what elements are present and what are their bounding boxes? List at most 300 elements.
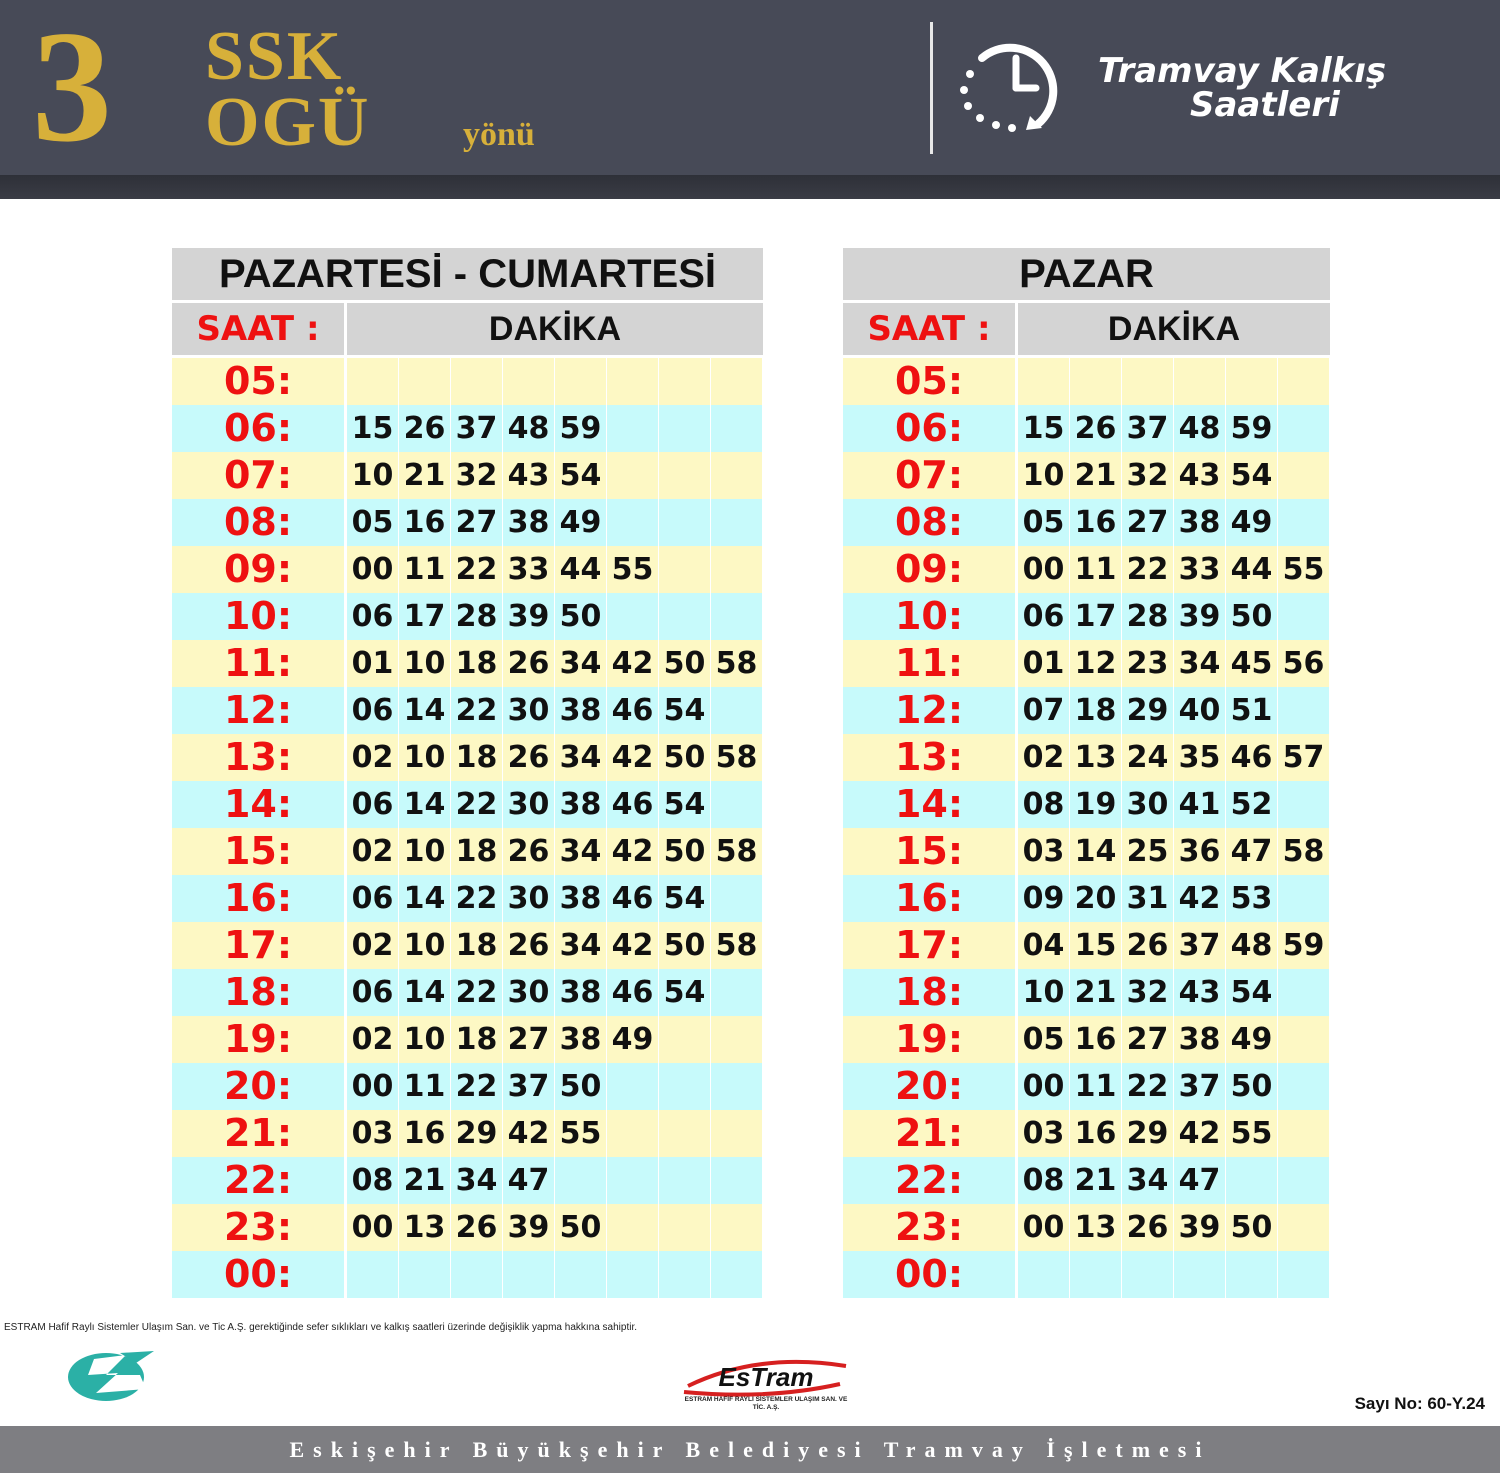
minute-cell (1018, 358, 1070, 405)
minute-cell: 43 (1174, 452, 1226, 499)
hour-cell: 22: (172, 1157, 347, 1204)
minute-cell: 15 (347, 405, 399, 452)
minute-cell: 50 (555, 1063, 607, 1110)
minute-cell: 44 (555, 546, 607, 593)
minute-cell: 02 (347, 828, 399, 875)
minute-cell: 00 (347, 546, 399, 593)
minute-cell (1278, 358, 1330, 405)
route-origin: SSK (205, 18, 344, 95)
minute-cell: 39 (503, 593, 555, 640)
minute-cell: 10 (1018, 452, 1070, 499)
minutes-cells (347, 1016, 763, 1063)
minutes-cells (347, 1157, 763, 1204)
minute-cell (399, 1251, 451, 1298)
minute-cell (1278, 1204, 1330, 1251)
minute-cell (711, 452, 763, 499)
hour-cell: 08: (172, 499, 347, 546)
hour-cell: 20: (843, 1063, 1018, 1110)
minute-cell: 05 (1018, 1016, 1070, 1063)
minute-cell: 02 (347, 1016, 399, 1063)
minute-cell: 40 (1174, 687, 1226, 734)
table-row (172, 687, 763, 734)
minute-cell (659, 1016, 711, 1063)
minute-cell: 08 (1018, 781, 1070, 828)
minute-cell: 46 (607, 875, 659, 922)
minute-cell: 37 (1174, 922, 1226, 969)
minutes-cells (1018, 358, 1330, 405)
minute-cell: 21 (399, 452, 451, 499)
minute-cell: 02 (1018, 734, 1070, 781)
minute-cell: 34 (555, 828, 607, 875)
table-row (172, 734, 763, 781)
minute-cell: 50 (1226, 593, 1278, 640)
table-body (843, 358, 1330, 1298)
table-title: PAZARTESİ - CUMARTESİ (172, 248, 763, 303)
minute-cell (399, 358, 451, 405)
minute-cell (555, 1251, 607, 1298)
table-row (172, 969, 763, 1016)
minute-cell (1278, 1157, 1330, 1204)
minute-cell: 01 (347, 640, 399, 687)
minute-cell: 47 (503, 1157, 555, 1204)
minute-cell (607, 593, 659, 640)
estram-subtitle: ESTRAM HAFİF RAYLI SİSTEMLER ULAŞIM SAN. VE TİC. A.Ş. (684, 1396, 848, 1411)
minute-cell: 08 (1018, 1157, 1070, 1204)
hour-cell: 20: (172, 1063, 347, 1110)
minute-cell: 30 (503, 969, 555, 1016)
minute-cell: 09 (1018, 875, 1070, 922)
minute-cell (1278, 405, 1330, 452)
minute-cell: 18 (451, 640, 503, 687)
minute-cell (1174, 358, 1226, 405)
minute-cell: 50 (659, 734, 711, 781)
minute-cell: 10 (399, 922, 451, 969)
hour-column-header: SAAT : (172, 303, 347, 355)
minute-cell: 42 (607, 828, 659, 875)
minute-cell: 39 (503, 1204, 555, 1251)
minutes-cells (1018, 1110, 1330, 1157)
minutes-cells (347, 640, 763, 687)
minute-cell (1226, 1157, 1278, 1204)
minute-cell: 41 (1174, 781, 1226, 828)
route-direction: yönü (463, 116, 535, 153)
table-row (172, 1251, 763, 1298)
minute-cell: 13 (1070, 734, 1122, 781)
table-body (172, 358, 763, 1298)
table-row (843, 687, 1330, 734)
minute-cell: 29 (1122, 1110, 1174, 1157)
minutes-cells (347, 922, 763, 969)
minute-cell (711, 546, 763, 593)
minutes-cells (1018, 452, 1330, 499)
title-line2: Saatleri (1190, 85, 1340, 125)
table-row (843, 1251, 1330, 1298)
minutes-cells (347, 1063, 763, 1110)
minute-cell: 50 (659, 828, 711, 875)
minute-cell: 34 (555, 734, 607, 781)
minute-cell: 56 (1278, 640, 1330, 687)
minute-cell: 26 (1070, 405, 1122, 452)
minute-cell (711, 405, 763, 452)
minute-cell (711, 1251, 763, 1298)
minute-cell (711, 499, 763, 546)
minute-cell: 58 (711, 640, 763, 687)
minute-cell: 50 (659, 922, 711, 969)
minute-cell (659, 1204, 711, 1251)
minute-cell: 34 (1174, 640, 1226, 687)
minute-cell: 37 (451, 405, 503, 452)
minute-cell: 22 (451, 875, 503, 922)
minute-cell: 18 (451, 734, 503, 781)
minute-cell: 26 (1122, 1204, 1174, 1251)
minute-cell: 42 (1174, 875, 1226, 922)
minute-cell (1174, 1251, 1226, 1298)
minute-cell (347, 358, 399, 405)
minute-cell: 39 (1174, 1204, 1226, 1251)
minute-cell: 06 (347, 687, 399, 734)
minute-cell: 44 (1226, 546, 1278, 593)
table-row (843, 593, 1330, 640)
minute-cell (1278, 1110, 1330, 1157)
minutes-cells (1018, 1251, 1330, 1298)
table-header-row (843, 303, 1330, 358)
hour-cell: 06: (172, 405, 347, 452)
table-row (843, 1016, 1330, 1063)
minute-cell: 16 (1070, 1016, 1122, 1063)
table-row (172, 828, 763, 875)
minute-cell: 06 (1018, 593, 1070, 640)
minute-cell: 22 (451, 969, 503, 1016)
table-row (843, 1157, 1330, 1204)
hour-cell: 13: (172, 734, 347, 781)
minute-cell: 54 (659, 969, 711, 1016)
minute-cell (711, 875, 763, 922)
minute-cell (503, 358, 555, 405)
hour-cell: 11: (843, 640, 1018, 687)
minute-cell (711, 593, 763, 640)
minute-cell (607, 1251, 659, 1298)
minutes-cells (1018, 1063, 1330, 1110)
minute-cell: 06 (347, 969, 399, 1016)
minute-cell: 50 (555, 1204, 607, 1251)
hour-cell: 15: (843, 828, 1018, 875)
minute-cell: 00 (1018, 1063, 1070, 1110)
minute-cell: 20 (1070, 875, 1122, 922)
minutes-cells (1018, 969, 1330, 1016)
minute-cell (711, 1110, 763, 1157)
table-row (172, 781, 763, 828)
hour-cell: 17: (843, 922, 1018, 969)
minute-cell (1122, 1251, 1174, 1298)
minute-cell: 46 (607, 781, 659, 828)
minute-cell: 48 (1226, 922, 1278, 969)
minute-cell (659, 405, 711, 452)
minute-cell: 00 (347, 1204, 399, 1251)
minute-cell: 14 (399, 875, 451, 922)
title-line1: Tramvay Kalkış (1098, 51, 1387, 91)
minute-cell: 38 (503, 499, 555, 546)
minute-cell (503, 1251, 555, 1298)
minute-cell: 00 (347, 1063, 399, 1110)
minute-cell: 46 (607, 969, 659, 1016)
minute-cell: 38 (555, 875, 607, 922)
route-destination: OGÜ (205, 84, 371, 161)
hour-cell: 05: (843, 358, 1018, 405)
minute-cell: 58 (711, 734, 763, 781)
minute-cell: 06 (347, 781, 399, 828)
minute-cell: 49 (555, 499, 607, 546)
minutes-cells (347, 1110, 763, 1157)
minutes-cells (347, 546, 763, 593)
hour-cell: 07: (172, 452, 347, 499)
minute-cell (711, 358, 763, 405)
minute-cell (607, 1110, 659, 1157)
minute-cell: 30 (1122, 781, 1174, 828)
minute-cell: 48 (1174, 405, 1226, 452)
minute-cell (555, 358, 607, 405)
minute-cell: 54 (659, 687, 711, 734)
minute-cell: 13 (1070, 1204, 1122, 1251)
header-shadow (0, 175, 1500, 199)
minute-cell: 22 (451, 687, 503, 734)
minute-cell: 55 (1278, 546, 1330, 593)
minute-cell (659, 1110, 711, 1157)
table-row (172, 452, 763, 499)
minutes-cells (347, 452, 763, 499)
minute-cell: 54 (1226, 452, 1278, 499)
minute-cell: 10 (399, 1016, 451, 1063)
minute-cell: 28 (451, 593, 503, 640)
minute-cell: 38 (555, 1016, 607, 1063)
minute-cell: 34 (1122, 1157, 1174, 1204)
minute-cell: 22 (451, 1063, 503, 1110)
table-row (843, 875, 1330, 922)
minute-cell: 21 (399, 1157, 451, 1204)
hour-cell: 17: (172, 922, 347, 969)
minutes-cells (1018, 687, 1330, 734)
hour-cell: 10: (172, 593, 347, 640)
table-row (843, 1110, 1330, 1157)
minute-cell (1070, 1251, 1122, 1298)
minute-cell: 46 (1226, 734, 1278, 781)
minutes-cells (1018, 1157, 1330, 1204)
minute-cell: 29 (1122, 687, 1174, 734)
table-row (172, 499, 763, 546)
hour-cell: 07: (843, 452, 1018, 499)
minute-cell (607, 452, 659, 499)
minute-cell: 34 (555, 922, 607, 969)
minute-cell: 21 (1070, 452, 1122, 499)
minute-cell: 26 (399, 405, 451, 452)
minute-cell: 19 (1070, 781, 1122, 828)
minute-cell: 03 (1018, 1110, 1070, 1157)
minute-cell: 14 (1070, 828, 1122, 875)
minutes-cells (347, 593, 763, 640)
minute-cell: 54 (1226, 969, 1278, 1016)
minute-cell: 54 (659, 875, 711, 922)
minute-cell: 22 (451, 781, 503, 828)
minute-cell: 55 (1226, 1110, 1278, 1157)
minute-cell (711, 1016, 763, 1063)
hour-cell: 18: (843, 969, 1018, 1016)
minute-cell (659, 1063, 711, 1110)
header-banner (0, 0, 1500, 175)
minute-cell (659, 593, 711, 640)
table-row (172, 358, 763, 405)
minute-cell: 16 (1070, 499, 1122, 546)
minute-cell: 46 (607, 687, 659, 734)
minute-cell: 22 (451, 546, 503, 593)
hour-cell: 08: (843, 499, 1018, 546)
minute-cell: 59 (1278, 922, 1330, 969)
table-header-row (172, 303, 763, 358)
minute-cell: 37 (1174, 1063, 1226, 1110)
table-row (843, 546, 1330, 593)
minute-cell: 52 (1226, 781, 1278, 828)
minute-cell: 34 (451, 1157, 503, 1204)
minute-cell: 02 (347, 922, 399, 969)
estram-logo-text: EsTram (718, 1362, 814, 1392)
table-row (172, 640, 763, 687)
minutes-cells (1018, 1016, 1330, 1063)
hour-cell: 19: (843, 1016, 1018, 1063)
minute-cell: 14 (399, 969, 451, 1016)
table-row (172, 1204, 763, 1251)
table-row (172, 405, 763, 452)
table-row (172, 1157, 763, 1204)
minute-cell: 47 (1174, 1157, 1226, 1204)
minute-cell: 54 (659, 781, 711, 828)
hour-cell: 06: (843, 405, 1018, 452)
minute-cell: 38 (1174, 1016, 1226, 1063)
hour-cell: 14: (172, 781, 347, 828)
minutes-cells (347, 687, 763, 734)
minute-cell: 50 (555, 593, 607, 640)
minute-cell (1278, 1063, 1330, 1110)
hour-cell: 11: (172, 640, 347, 687)
minute-cell (1018, 1251, 1070, 1298)
minute-cell: 49 (607, 1016, 659, 1063)
minute-cell: 42 (1174, 1110, 1226, 1157)
minute-cell: 14 (399, 781, 451, 828)
minute-cell: 48 (503, 405, 555, 452)
minute-cell (607, 499, 659, 546)
minutes-cells (347, 1204, 763, 1251)
minute-cell (607, 1157, 659, 1204)
minute-cell: 47 (1226, 828, 1278, 875)
minute-cell (711, 1063, 763, 1110)
minute-cell (555, 1157, 607, 1204)
minute-cell: 31 (1122, 875, 1174, 922)
header-divider (930, 22, 933, 154)
minute-cell: 17 (1070, 593, 1122, 640)
hour-cell: 12: (843, 687, 1018, 734)
table-row (843, 1204, 1330, 1251)
minutes-cells (347, 781, 763, 828)
table-row (843, 452, 1330, 499)
minute-cell: 30 (503, 687, 555, 734)
minute-cell: 38 (555, 687, 607, 734)
table-row (843, 734, 1330, 781)
minute-cell: 37 (1122, 405, 1174, 452)
minute-cell: 05 (1018, 499, 1070, 546)
minute-cell: 42 (503, 1110, 555, 1157)
minute-cell: 27 (503, 1016, 555, 1063)
minute-cell: 30 (503, 875, 555, 922)
minute-cell (659, 499, 711, 546)
hour-cell: 09: (172, 546, 347, 593)
minutes-cells (347, 1251, 763, 1298)
minute-cell: 01 (1018, 640, 1070, 687)
minute-cell: 18 (1070, 687, 1122, 734)
minute-cell (607, 1063, 659, 1110)
minute-cell: 12 (1070, 640, 1122, 687)
minute-cell: 42 (607, 922, 659, 969)
minute-cell (1278, 1016, 1330, 1063)
bottom-bar-text: Eskişehir Büyükşehir Belediyesi Tramvay İşletmesi (289, 1437, 1211, 1462)
hour-cell: 15: (172, 828, 347, 875)
disclaimer-text: ESTRAM Hafif Raylı Sistemler Ulaşım San. ve Tic A.Ş. gerektiğinde sefer sıklıkları ve kalkış saatleri üzerinde değişiklik yapma hakkına sahiptir. (4, 1322, 638, 1333)
minute-cell (1070, 358, 1122, 405)
minute-cell: 29 (451, 1110, 503, 1157)
minute-cell: 38 (555, 781, 607, 828)
table-row (172, 1110, 763, 1157)
table-row (843, 1063, 1330, 1110)
minute-cell: 49 (1226, 499, 1278, 546)
minutes-cells (1018, 734, 1330, 781)
hour-cell: 21: (172, 1110, 347, 1157)
issue-number: Sayı No: 60-Y.24 (1354, 1394, 1485, 1413)
minutes-cells (347, 828, 763, 875)
hour-cell: 10: (843, 593, 1018, 640)
minute-cell: 38 (1174, 499, 1226, 546)
minute-cell: 06 (347, 593, 399, 640)
minute-cell: 33 (503, 546, 555, 593)
minute-cell (1226, 1251, 1278, 1298)
minute-cell (1278, 593, 1330, 640)
minute-cell: 15 (1070, 922, 1122, 969)
minutes-cells (1018, 875, 1330, 922)
minute-cell (659, 1157, 711, 1204)
table-title: PAZAR (843, 248, 1330, 303)
minute-cell (711, 687, 763, 734)
minute-cell: 10 (347, 452, 399, 499)
clock-icon (952, 38, 1082, 134)
minute-cell: 34 (555, 640, 607, 687)
minute-cell: 30 (503, 781, 555, 828)
minute-cell: 16 (1070, 1110, 1122, 1157)
hour-cell: 00: (843, 1251, 1018, 1298)
table-row (843, 405, 1330, 452)
minute-cell: 26 (503, 922, 555, 969)
minute-cell: 58 (711, 828, 763, 875)
hour-cell: 18: (172, 969, 347, 1016)
hour-cell: 21: (843, 1110, 1018, 1157)
minute-cell: 32 (451, 452, 503, 499)
minutes-cells (347, 734, 763, 781)
minutes-cells (1018, 546, 1330, 593)
minute-cell: 21 (1070, 1157, 1122, 1204)
minute-cell: 43 (503, 452, 555, 499)
minutes-cells (1018, 405, 1330, 452)
minute-cell (451, 1251, 503, 1298)
table-row (843, 969, 1330, 1016)
minute-cell: 22 (1122, 1063, 1174, 1110)
minute-cell: 50 (659, 640, 711, 687)
minute-cell: 33 (1174, 546, 1226, 593)
minute-cell: 15 (1018, 405, 1070, 452)
minutes-cells (1018, 499, 1330, 546)
